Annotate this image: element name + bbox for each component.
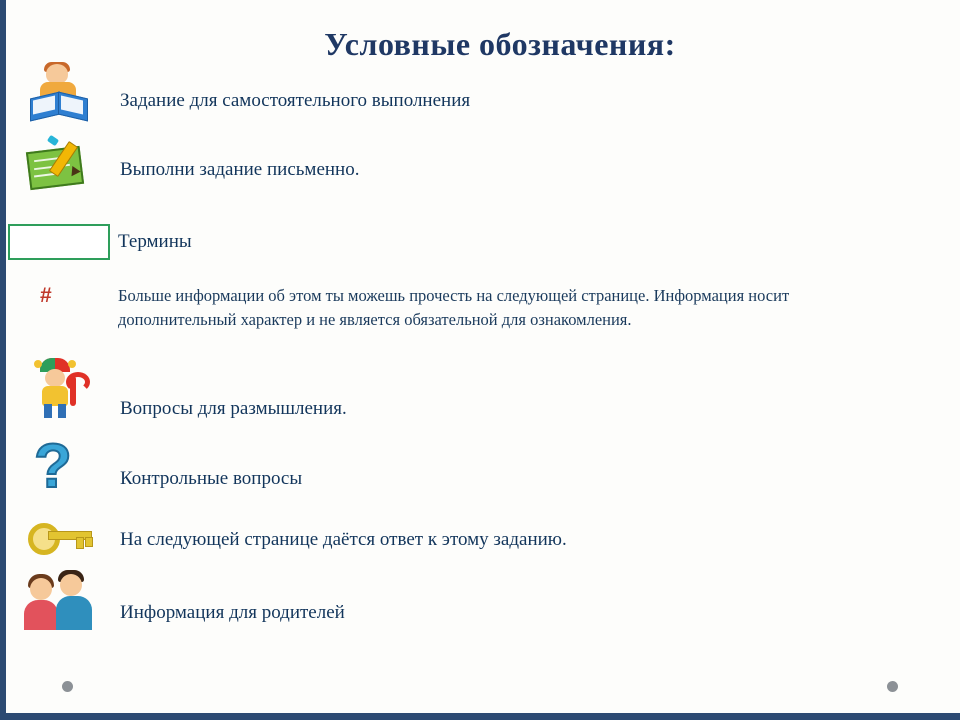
legend-row-label: Выполни задание письменно. [120, 159, 360, 180]
hash-mark-icon: # [40, 284, 52, 307]
left-accent-band [0, 0, 6, 720]
notebook-pencil-icon [22, 135, 96, 197]
legend-row [22, 358, 902, 422]
empty-term-box-icon [8, 224, 110, 260]
legend-row-label: Контрольные вопросы [120, 468, 303, 489]
page-title: Условные обозначения: [324, 26, 676, 62]
legend-row-label: Вопросы для размышления. [120, 398, 347, 419]
legend-row-label: Больше информации об этом ты можешь прочесть на следующей странице. Информация носит дополнительный характер и не является обязательной для ознакомления. [118, 286, 790, 329]
legend-row [22, 432, 902, 502]
key-icon [22, 505, 96, 567]
parents-icon [22, 570, 96, 632]
legend-row-label: На следующей странице даётся ответ к этому заданию. [120, 529, 567, 550]
legend-row [22, 570, 902, 632]
bottom-accent-band [0, 713, 960, 720]
bottom-right-dot [887, 681, 898, 692]
legend-row [22, 135, 902, 197]
jester-boy-icon [22, 358, 96, 420]
question-mark-glyph: ? [34, 432, 72, 501]
legend-row-label: Информация для родителей [120, 602, 345, 623]
legend-row [22, 505, 902, 567]
boy-reading-book-icon [22, 62, 96, 124]
question-mark-icon [22, 432, 96, 502]
bottom-left-dot [62, 681, 73, 692]
legend-row-label: Термины [118, 231, 192, 252]
legend-row [22, 62, 902, 124]
legend-row-label: Задание для самостоятельного выполнения [120, 90, 471, 111]
